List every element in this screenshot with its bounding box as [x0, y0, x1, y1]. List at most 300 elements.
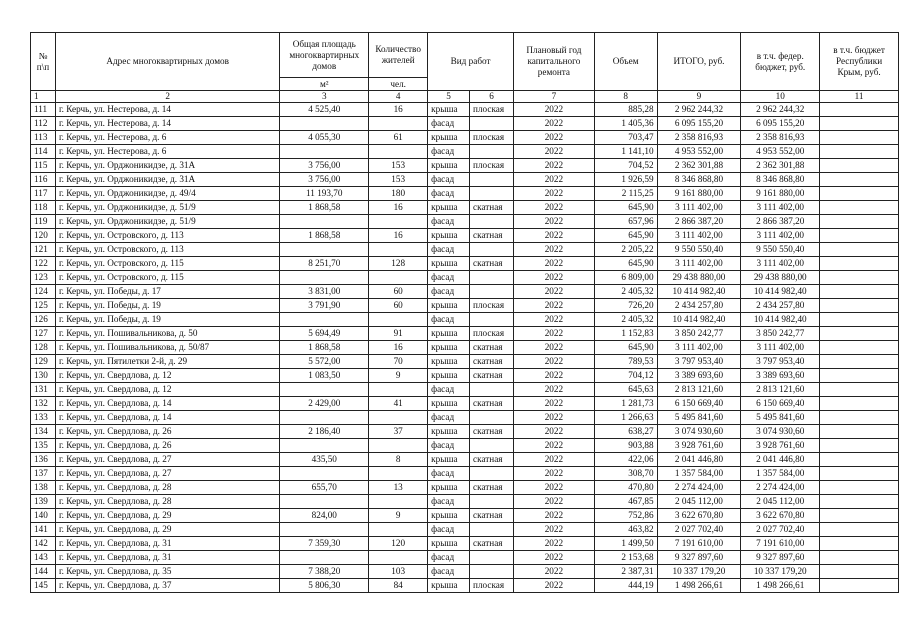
row-volume: 657,96	[594, 215, 657, 229]
row-year: 2022	[513, 187, 594, 201]
col-number: 7	[513, 91, 594, 103]
row-residents	[369, 495, 428, 509]
row-volume: 1 926,59	[594, 173, 657, 187]
row-year: 2022	[513, 201, 594, 215]
column-number-row	[31, 91, 899, 103]
row-address: г. Керчь, ул. Пошивальникова, д. 50/87	[55, 341, 279, 355]
row-area: 7 388,20	[280, 565, 369, 579]
row-work-type: фасад	[428, 187, 470, 201]
row-volume: 1 141,10	[594, 145, 657, 159]
row-residents: 180	[369, 187, 428, 201]
row-number: 142	[31, 537, 56, 551]
row-work-subtype: плоская	[470, 103, 514, 117]
row-crimea	[820, 369, 899, 383]
table-row	[31, 397, 899, 411]
row-area: 5 694,49	[280, 327, 369, 341]
header-volume: Объем	[594, 33, 657, 91]
table-row	[31, 523, 899, 537]
row-address: г. Керчь, ул. Нестерова, д. 6	[55, 145, 279, 159]
row-year: 2022	[513, 453, 594, 467]
row-crimea	[820, 145, 899, 159]
row-work-subtype: скатная	[470, 481, 514, 495]
row-federal: 10 414 982,40	[741, 285, 820, 299]
row-work-type: крыша	[428, 201, 470, 215]
col-number: 8	[594, 91, 657, 103]
row-total: 1 357 584,00	[657, 467, 741, 481]
row-volume: 789,53	[594, 355, 657, 369]
row-crimea	[820, 411, 899, 425]
row-year: 2022	[513, 509, 594, 523]
row-work-subtype: скатная	[470, 201, 514, 215]
row-total: 10 414 982,40	[657, 285, 741, 299]
row-crimea	[820, 565, 899, 579]
row-work-subtype: скатная	[470, 341, 514, 355]
row-number: 116	[31, 173, 56, 187]
row-volume: 645,90	[594, 229, 657, 243]
row-crimea	[820, 201, 899, 215]
header-num: № п\п	[31, 33, 56, 91]
row-volume: 752,86	[594, 509, 657, 523]
row-work-subtype: скатная	[470, 369, 514, 383]
row-work-type: фасад	[428, 117, 470, 131]
row-residents	[369, 145, 428, 159]
row-work-type: крыша	[428, 131, 470, 145]
row-area: 824,00	[280, 509, 369, 523]
row-work-type: фасад	[428, 495, 470, 509]
table-header	[31, 33, 899, 103]
row-number: 143	[31, 551, 56, 565]
row-crimea	[820, 453, 899, 467]
col-number: 11	[820, 91, 899, 103]
row-volume: 467,85	[594, 495, 657, 509]
row-crimea	[820, 397, 899, 411]
row-volume: 1 266,63	[594, 411, 657, 425]
row-total: 29 438 880,00	[657, 271, 741, 285]
row-work-subtype: скатная	[470, 355, 514, 369]
row-address: г. Керчь, ул. Свердлова, д. 37	[55, 579, 279, 593]
table-row	[31, 117, 899, 131]
row-address: г. Керчь, ул. Свердлова, д. 26	[55, 425, 279, 439]
row-work-subtype	[470, 243, 514, 257]
row-area: 3 756,00	[280, 159, 369, 173]
header-area: Общая площадь многоквартирных домов	[280, 33, 369, 78]
table-row	[31, 131, 899, 145]
row-area: 2 186,40	[280, 425, 369, 439]
row-residents	[369, 117, 428, 131]
row-area	[280, 495, 369, 509]
row-year: 2022	[513, 551, 594, 565]
row-total: 3 111 402,00	[657, 341, 741, 355]
row-work-subtype	[470, 313, 514, 327]
row-address: г. Керчь, ул. Нестерова, д. 6	[55, 131, 279, 145]
row-crimea	[820, 103, 899, 117]
row-work-subtype: скатная	[470, 257, 514, 271]
row-volume: 2 205,22	[594, 243, 657, 257]
row-work-type: крыша	[428, 369, 470, 383]
row-total: 1 498 266,61	[657, 579, 741, 593]
row-area	[280, 467, 369, 481]
row-federal: 10 337 179,20	[741, 565, 820, 579]
row-year: 2022	[513, 467, 594, 481]
row-crimea	[820, 481, 899, 495]
row-volume: 1 405,36	[594, 117, 657, 131]
row-volume: 645,90	[594, 341, 657, 355]
row-work-type: фасад	[428, 271, 470, 285]
row-year: 2022	[513, 481, 594, 495]
row-federal: 2 274 424,00	[741, 481, 820, 495]
row-year: 2022	[513, 271, 594, 285]
table-row	[31, 495, 899, 509]
row-address: г. Керчь, ул. Орджоникидзе, д. 31А	[55, 159, 279, 173]
row-address: г. Керчь, ул. Островского, д. 115	[55, 271, 279, 285]
row-work-subtype	[470, 495, 514, 509]
row-total: 3 928 761,60	[657, 439, 741, 453]
row-address: г. Керчь, ул. Орджоникидзе, д. 51/9	[55, 215, 279, 229]
row-federal: 3 797 953,40	[741, 355, 820, 369]
row-work-type: фасад	[428, 551, 470, 565]
row-address: г. Керчь, ул. Свердлова, д. 29	[55, 509, 279, 523]
row-number: 145	[31, 579, 56, 593]
row-address: г. Керчь, ул. Свердлова, д. 28	[55, 481, 279, 495]
row-crimea	[820, 215, 899, 229]
row-address: г. Керчь, ул. Нестерова, д. 14	[55, 117, 279, 131]
row-total: 8 346 868,80	[657, 173, 741, 187]
row-total: 3 850 242,77	[657, 327, 741, 341]
row-work-type: крыша	[428, 537, 470, 551]
row-work-subtype	[470, 565, 514, 579]
row-area	[280, 243, 369, 257]
row-address: г. Керчь, ул. Островского, д. 113	[55, 229, 279, 243]
row-number: 136	[31, 453, 56, 467]
table-row	[31, 383, 899, 397]
row-total: 2 866 387,20	[657, 215, 741, 229]
row-year: 2022	[513, 103, 594, 117]
row-volume: 463,82	[594, 523, 657, 537]
row-address: г. Керчь, ул. Свердлова, д. 35	[55, 565, 279, 579]
row-year: 2022	[513, 425, 594, 439]
row-volume: 2 115,25	[594, 187, 657, 201]
row-address: г. Керчь, ул. Свердлова, д. 31	[55, 551, 279, 565]
row-residents: 16	[369, 341, 428, 355]
row-number: 115	[31, 159, 56, 173]
row-area: 1 083,50	[280, 369, 369, 383]
table-row	[31, 103, 899, 117]
row-year: 2022	[513, 173, 594, 187]
row-residents: 153	[369, 173, 428, 187]
row-residents	[369, 551, 428, 565]
row-federal: 2 434 257,80	[741, 299, 820, 313]
row-volume: 422,06	[594, 453, 657, 467]
row-year: 2022	[513, 159, 594, 173]
row-federal: 3 111 402,00	[741, 201, 820, 215]
row-work-type: крыша	[428, 481, 470, 495]
row-year: 2022	[513, 565, 594, 579]
row-crimea	[820, 173, 899, 187]
row-work-type: крыша	[428, 397, 470, 411]
row-number: 138	[31, 481, 56, 495]
row-area	[280, 383, 369, 397]
table-body	[31, 103, 899, 593]
row-volume: 2 153,68	[594, 551, 657, 565]
row-number: 130	[31, 369, 56, 383]
table-row	[31, 201, 899, 215]
row-work-type: крыша	[428, 509, 470, 523]
row-address: г. Керчь, ул. Островского, д. 113	[55, 243, 279, 257]
row-residents	[369, 523, 428, 537]
row-number: 113	[31, 131, 56, 145]
row-year: 2022	[513, 537, 594, 551]
row-address: г. Керчь, ул. Победы, д. 19	[55, 299, 279, 313]
row-total: 2 358 816,93	[657, 131, 741, 145]
row-residents: 41	[369, 397, 428, 411]
row-area: 7 359,30	[280, 537, 369, 551]
row-volume: 2 405,32	[594, 313, 657, 327]
row-area: 1 868,58	[280, 201, 369, 215]
table-row	[31, 439, 899, 453]
row-year: 2022	[513, 131, 594, 145]
row-federal: 2 358 816,93	[741, 131, 820, 145]
row-number: 139	[31, 495, 56, 509]
row-residents: 60	[369, 285, 428, 299]
row-work-type: крыша	[428, 579, 470, 593]
row-federal: 6 095 155,20	[741, 117, 820, 131]
row-area: 8 251,70	[280, 257, 369, 271]
row-year: 2022	[513, 411, 594, 425]
row-total: 2 813 121,60	[657, 383, 741, 397]
row-number: 111	[31, 103, 56, 117]
table-row	[31, 159, 899, 173]
row-address: г. Керчь, ул. Пошивальникова, д. 50	[55, 327, 279, 341]
row-work-subtype	[470, 271, 514, 285]
row-work-subtype	[470, 439, 514, 453]
row-federal: 2 962 244,32	[741, 103, 820, 117]
row-address: г. Керчь, ул. Свердлова, д. 12	[55, 383, 279, 397]
row-crimea	[820, 299, 899, 313]
table-row	[31, 271, 899, 285]
row-crimea	[820, 341, 899, 355]
row-residents	[369, 313, 428, 327]
row-crimea	[820, 271, 899, 285]
row-crimea	[820, 439, 899, 453]
row-work-type: крыша	[428, 103, 470, 117]
row-work-type: фасад	[428, 523, 470, 537]
row-area: 2 429,00	[280, 397, 369, 411]
row-year: 2022	[513, 439, 594, 453]
row-address: г. Керчь, ул. Победы, д. 19	[55, 313, 279, 327]
row-crimea	[820, 243, 899, 257]
row-work-type: крыша	[428, 257, 470, 271]
header-federal: в т.ч. федер. бюджет, руб.	[741, 33, 820, 91]
row-total: 3 111 402,00	[657, 257, 741, 271]
row-work-subtype	[470, 187, 514, 201]
row-address: г. Керчь, ул. Свердлова, д. 12	[55, 369, 279, 383]
row-federal: 9 550 550,40	[741, 243, 820, 257]
row-area	[280, 271, 369, 285]
row-work-subtype: скатная	[470, 509, 514, 523]
row-work-subtype: плоская	[470, 159, 514, 173]
table-row	[31, 313, 899, 327]
row-total: 9 161 880,00	[657, 187, 741, 201]
row-federal: 8 346 868,80	[741, 173, 820, 187]
table-row	[31, 285, 899, 299]
row-volume: 638,27	[594, 425, 657, 439]
row-residents: 13	[369, 481, 428, 495]
row-residents: 70	[369, 355, 428, 369]
header-crimea: в т.ч. бюджет Республики Крым, руб.	[820, 33, 899, 91]
table-row	[31, 173, 899, 187]
row-area: 5 572,00	[280, 355, 369, 369]
row-federal: 3 850 242,77	[741, 327, 820, 341]
row-federal: 2 041 446,80	[741, 453, 820, 467]
row-area	[280, 411, 369, 425]
row-number: 124	[31, 285, 56, 299]
row-address: г. Керчь, ул. Островского, д. 115	[55, 257, 279, 271]
row-federal: 3 622 670,80	[741, 509, 820, 523]
row-area: 11 193,70	[280, 187, 369, 201]
row-crimea	[820, 579, 899, 593]
row-residents: 16	[369, 201, 428, 215]
row-number: 120	[31, 229, 56, 243]
row-work-subtype: плоская	[470, 299, 514, 313]
row-work-subtype	[470, 523, 514, 537]
row-number: 128	[31, 341, 56, 355]
header-total: ИТОГО, руб.	[657, 33, 741, 91]
row-volume: 726,20	[594, 299, 657, 313]
row-year: 2022	[513, 397, 594, 411]
row-federal: 2 813 121,60	[741, 383, 820, 397]
row-work-subtype: скатная	[470, 229, 514, 243]
row-address: г. Керчь, ул. Пятилетки 2-й, д. 29	[55, 355, 279, 369]
row-number: 119	[31, 215, 56, 229]
row-volume: 6 809,00	[594, 271, 657, 285]
row-volume: 885,28	[594, 103, 657, 117]
row-year: 2022	[513, 579, 594, 593]
row-number: 125	[31, 299, 56, 313]
row-federal: 10 414 982,40	[741, 313, 820, 327]
row-number: 126	[31, 313, 56, 327]
row-residents: 103	[369, 565, 428, 579]
row-area: 3 756,00	[280, 173, 369, 187]
header-residents: Количество жителей	[369, 33, 428, 78]
row-volume: 2 387,31	[594, 565, 657, 579]
col-number: 2	[55, 91, 279, 103]
row-residents: 9	[369, 369, 428, 383]
row-total: 3 389 693,60	[657, 369, 741, 383]
row-volume: 645,90	[594, 257, 657, 271]
table-row	[31, 341, 899, 355]
col-number: 10	[741, 91, 820, 103]
row-volume: 2 405,32	[594, 285, 657, 299]
row-address: г. Керчь, ул. Свердлова, д. 14	[55, 411, 279, 425]
row-federal: 29 438 880,00	[741, 271, 820, 285]
row-work-type: фасад	[428, 243, 470, 257]
table-row	[31, 327, 899, 341]
row-work-type: крыша	[428, 425, 470, 439]
row-work-subtype	[470, 173, 514, 187]
row-federal: 5 495 841,60	[741, 411, 820, 425]
row-work-type: крыша	[428, 159, 470, 173]
row-total: 2 041 446,80	[657, 453, 741, 467]
row-year: 2022	[513, 313, 594, 327]
table-row	[31, 257, 899, 271]
row-total: 7 191 610,00	[657, 537, 741, 551]
row-work-type: крыша	[428, 453, 470, 467]
row-crimea	[820, 551, 899, 565]
header-area-unit: м²	[280, 78, 369, 91]
row-total: 9 327 897,60	[657, 551, 741, 565]
row-total: 2 274 424,00	[657, 481, 741, 495]
row-area	[280, 145, 369, 159]
row-crimea	[820, 131, 899, 145]
row-crimea	[820, 257, 899, 271]
row-crimea	[820, 159, 899, 173]
col-number: 1	[31, 91, 56, 103]
document-page	[30, 32, 899, 593]
row-total: 10 337 179,20	[657, 565, 741, 579]
row-number: 131	[31, 383, 56, 397]
row-number: 123	[31, 271, 56, 285]
row-address: г. Керчь, ул. Свердлова, д. 14	[55, 397, 279, 411]
row-number: 114	[31, 145, 56, 159]
row-federal: 3 389 693,60	[741, 369, 820, 383]
row-total: 6 150 669,40	[657, 397, 741, 411]
row-work-type: крыша	[428, 341, 470, 355]
table-row	[31, 453, 899, 467]
header-work-type: Вид работ	[428, 33, 514, 91]
row-residents	[369, 383, 428, 397]
row-work-type: крыша	[428, 229, 470, 243]
row-area	[280, 523, 369, 537]
row-total: 3 797 953,40	[657, 355, 741, 369]
row-volume: 470,80	[594, 481, 657, 495]
row-work-type: фасад	[428, 313, 470, 327]
row-work-subtype	[470, 215, 514, 229]
row-crimea	[820, 313, 899, 327]
row-year: 2022	[513, 369, 594, 383]
row-volume: 903,88	[594, 439, 657, 453]
row-work-subtype	[470, 383, 514, 397]
row-area: 3 831,00	[280, 285, 369, 299]
row-total: 2 027 702,40	[657, 523, 741, 537]
row-volume: 1 499,50	[594, 537, 657, 551]
row-number: 137	[31, 467, 56, 481]
row-area: 3 791,90	[280, 299, 369, 313]
table-row	[31, 467, 899, 481]
row-total: 3 111 402,00	[657, 201, 741, 215]
row-federal: 1 357 584,00	[741, 467, 820, 481]
row-residents	[369, 439, 428, 453]
col-number: 3	[280, 91, 369, 103]
row-federal: 2 045 112,00	[741, 495, 820, 509]
table-row	[31, 243, 899, 257]
row-area: 655,70	[280, 481, 369, 495]
row-residents: 120	[369, 537, 428, 551]
row-federal: 9 327 897,60	[741, 551, 820, 565]
row-area: 4 525,40	[280, 103, 369, 117]
row-area	[280, 439, 369, 453]
row-number: 112	[31, 117, 56, 131]
row-crimea	[820, 355, 899, 369]
row-crimea	[820, 383, 899, 397]
row-total: 2 362 301,88	[657, 159, 741, 173]
row-work-subtype	[470, 467, 514, 481]
row-year: 2022	[513, 285, 594, 299]
row-volume: 645,63	[594, 383, 657, 397]
row-address: г. Керчь, ул. Орджоникидзе, д. 51/9	[55, 201, 279, 215]
row-residents: 8	[369, 453, 428, 467]
row-work-subtype: плоская	[470, 131, 514, 145]
row-number: 118	[31, 201, 56, 215]
